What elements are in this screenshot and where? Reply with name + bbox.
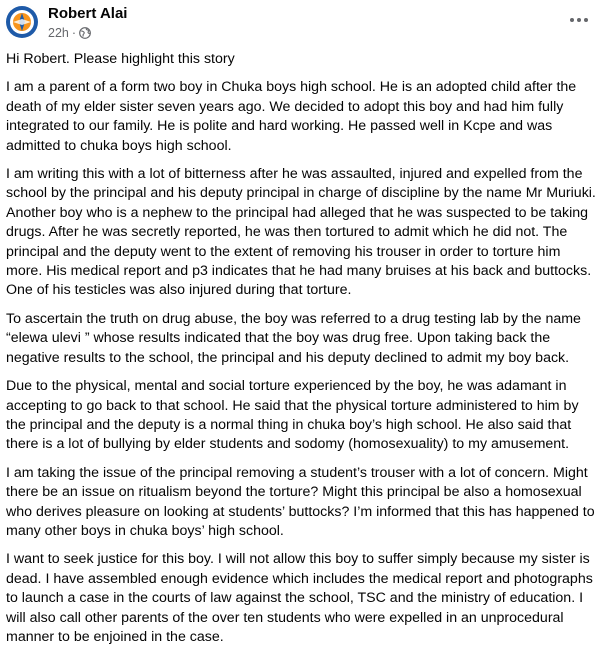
author-avatar[interactable]: [4, 4, 40, 40]
meta-separator: ·: [71, 26, 77, 40]
more-options-icon[interactable]: [564, 8, 594, 32]
post-header: [0, 0, 600, 48]
post-meta: [48, 26, 91, 40]
post-paragraph: Hi Robert. Please highlight this story: [6, 51, 235, 67]
globe-icon[interactable]: [79, 27, 91, 39]
post-paragraph: I am taking the issue of the principal removing a student’s trouser with a lot of concern. Might there be an issue on ritualism beyond the torture? Might this principal be also a homosexual who derives pleasure on looking at students’ buttocks? I’m informed that this has happened to many other boys in chuka boys’ high school.: [6, 464, 595, 539]
post-paragraph: To ascertain the truth on drug abuse, the boy was referred to a drug testing lab by the name “elewa ulevi ” whose results indicated that the boy was drug free. Upon taking back the negative results to the school, the principal and his deputy declined to admit my boy back.: [6, 310, 581, 366]
post-paragraph: I want to seek justice for this boy. I will not allow this boy to suffer simply because my sister is dead. I have assembled enough evidence which includes the medical report and photographs to launch a case in the courts of law against the school, TSC and the ministry of education. I will also call other parents of the over ten students who were expelled in an unprocedural manner to be enjoined in the case.: [6, 551, 593, 645]
post-timestamp[interactable]: 22h: [48, 26, 69, 40]
post-paragraph: I am a parent of a form two boy in Chuka boys high school. He is an adopted child after the death of my elder sister seven years ago. We decided to adopt this boy and had him fully integrated to our family. He is polite and hard working. He passed well in Kcpe and was admitted to chuka boys high school.: [6, 79, 577, 154]
post-paragraph: Due to the physical, mental and social torture experienced by the boy, he was adamant in accepting to go back to that school. He said that the physical torture administered to him by the principal and the deputy is a normal thing in chuka boy’s high school. He also said that there is a lot of bullying by elder students and sodomy (homosexuality) to my amusement.: [6, 378, 579, 453]
post-paragraph: I am writing this with a lot of bitterness after he was assaulted, injured and expelled from the school by the principal and his deputy principal in charge of discipline by the name Mr Muriuki. Another boy who is a nephew to the principal had alleged that he was suspected to be taking drugs. After he was secretly reported, he was then tortured to admit which he did not. The principal and the deputy went to the extent of removing his trouser in order to torture him more. His medical report and p3 indicates that he had many bruises at his back and buttocks. One of his testicles was also injured during that torture.: [6, 166, 596, 299]
author-name[interactable]: Robert Alai: [48, 5, 128, 22]
post-body: [6, 50, 596, 656]
profile-logo-icon: [4, 4, 40, 40]
